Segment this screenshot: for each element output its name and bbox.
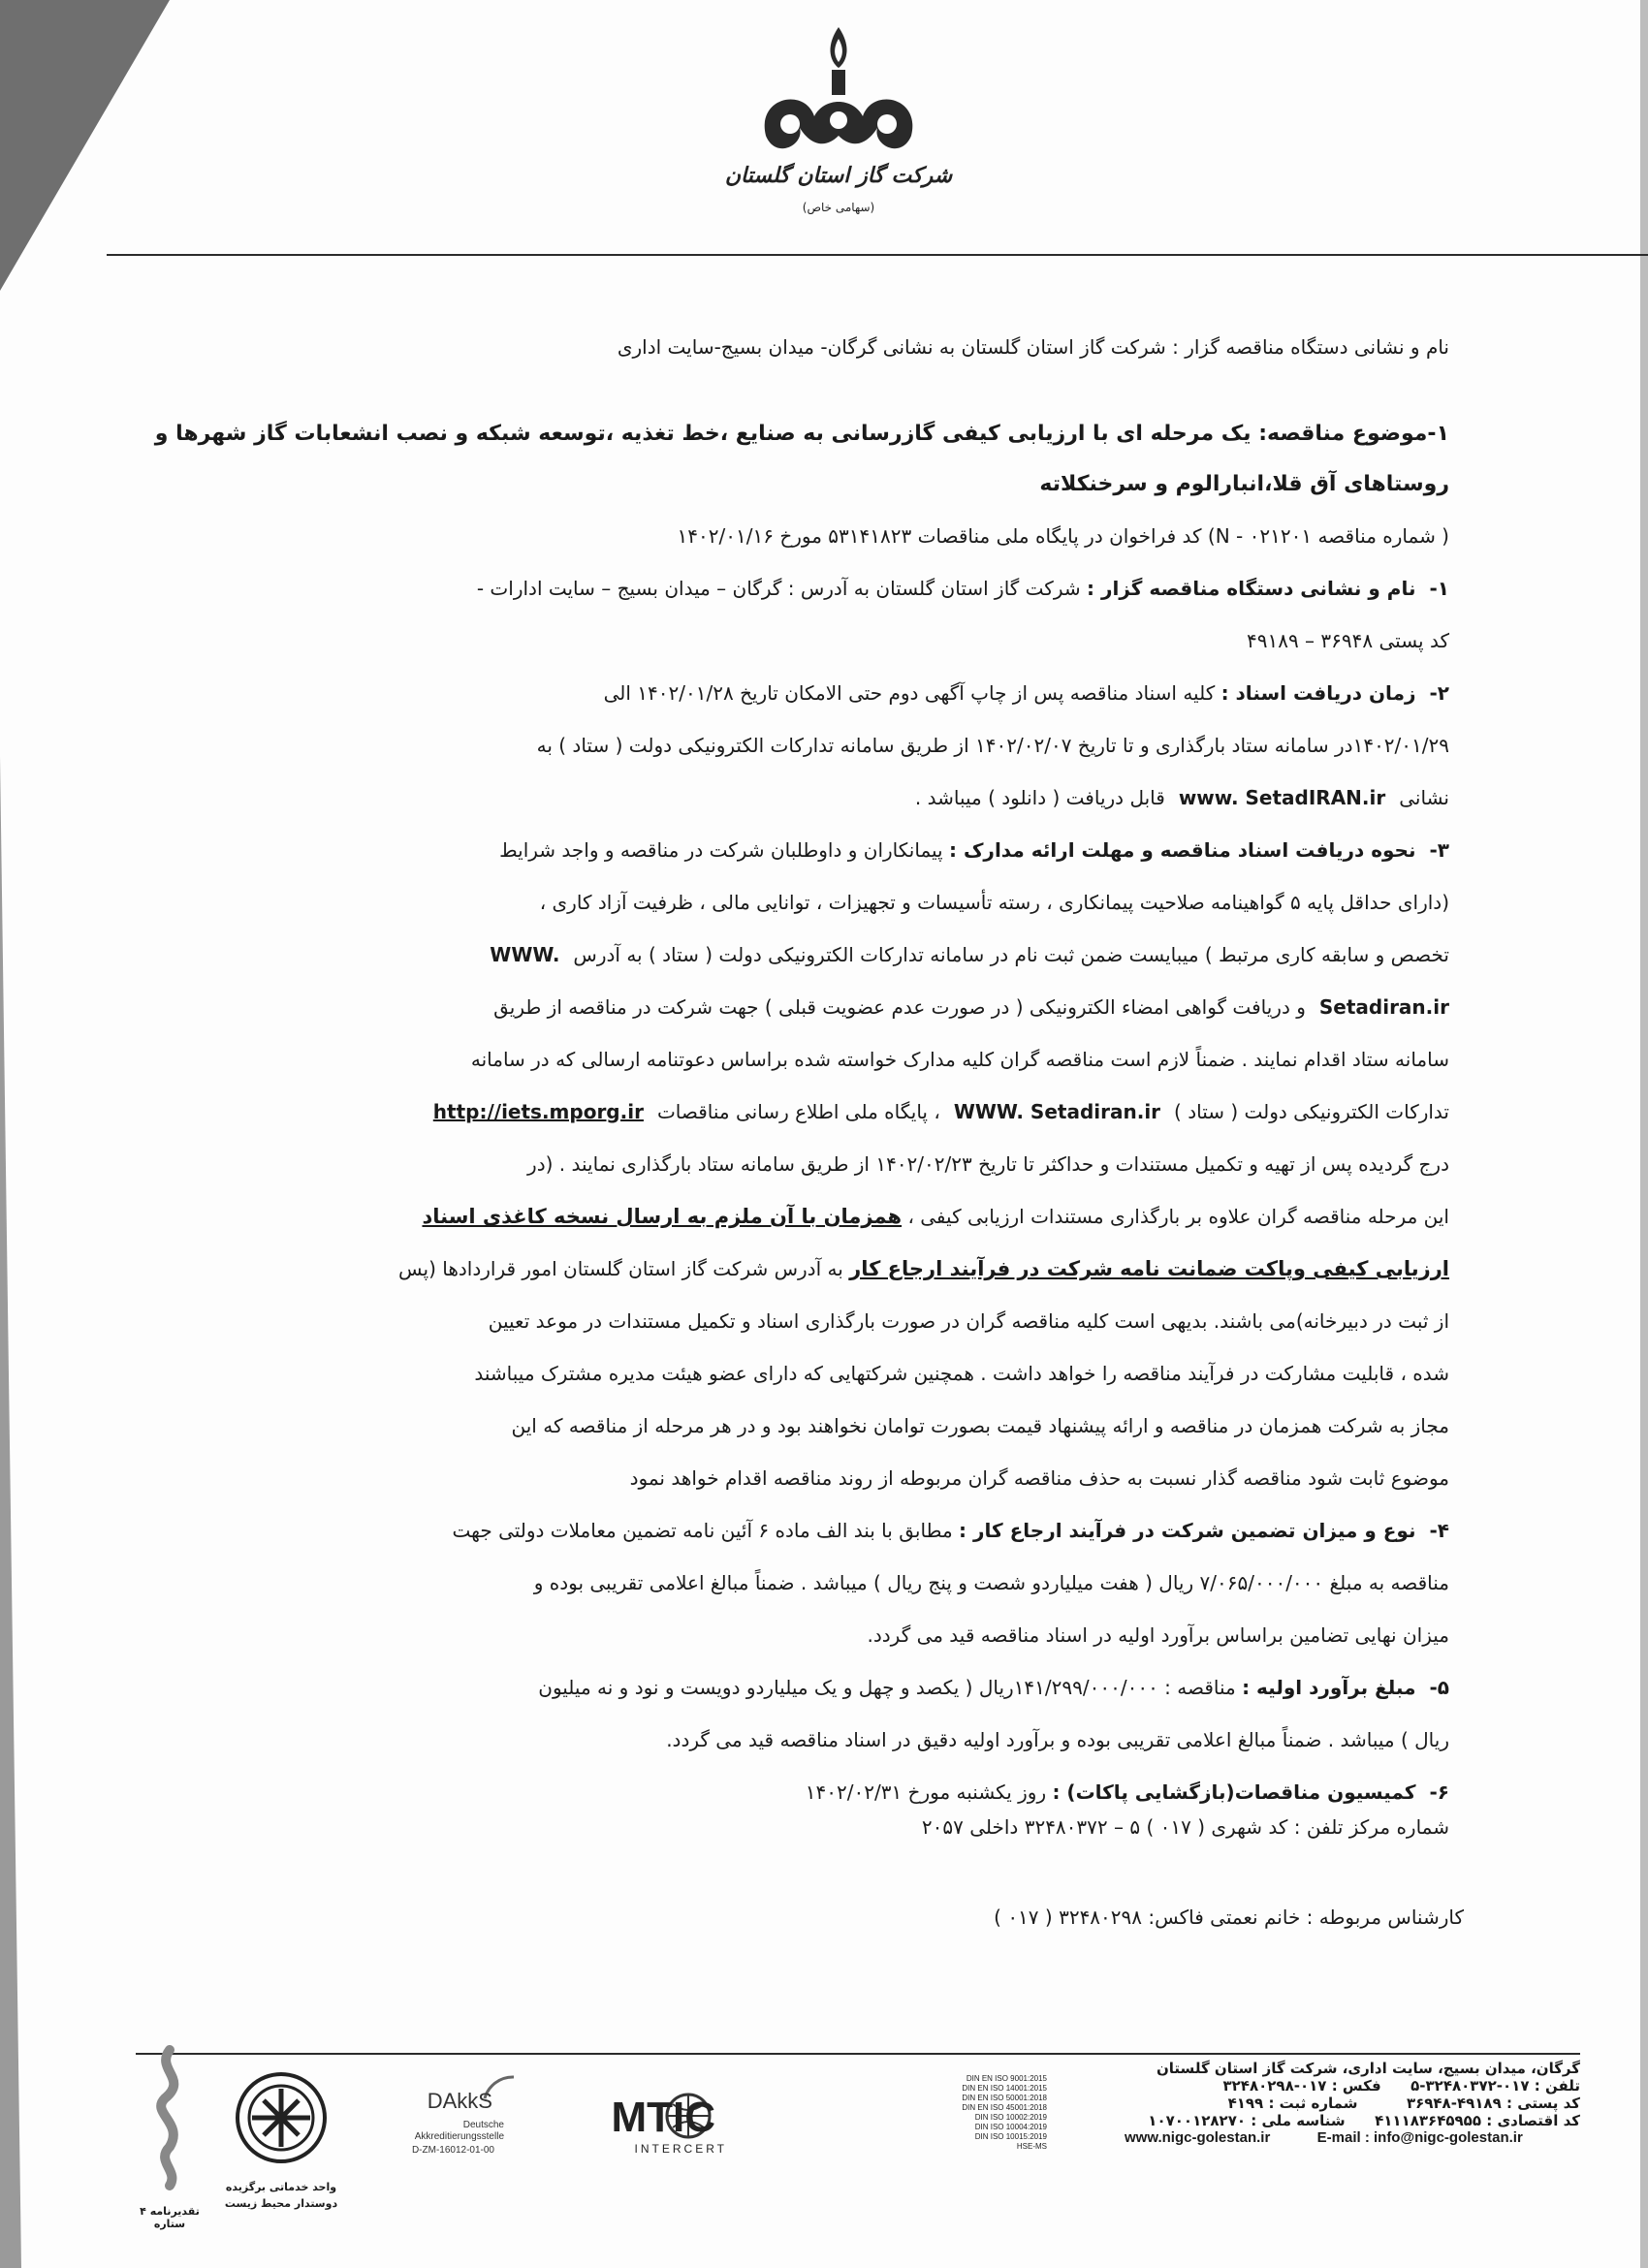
section-5-line2: ریال ) میباشد . ضمناً مبالغ اعلامی تقریبی بوده و برآورد اولیه دقیق در اسناد مناقصه قید می گردد. — [666, 1728, 1449, 1751]
dakks-code: D-ZM-16012-01-00 — [411, 2145, 494, 2156]
iso-line: DIN ISO 10004:2019 — [974, 2123, 1047, 2131]
section-3-line1 — [276, 824, 1449, 876]
scan-shadow-top-left — [0, 0, 170, 291]
section-2-number: ۲- — [1429, 681, 1449, 705]
section-5-line1 — [276, 1661, 1449, 1714]
environment-award-label2: دوستدار محیط زیست — [224, 2197, 338, 2210]
section-3-line8-emphasis: همزمان با آن ملزم به ارسال نسخه کاغذی اسناد — [422, 1205, 903, 1228]
setadiran-link-2[interactable]: WWW. Setadiran.ir — [953, 1100, 1161, 1123]
section-3-line3-text: تخصص و سابقه کاری مرتبط ) میبایست ضمن ثبت نام در سامانه تدارکات الکترونیکی دولت ( ستاد ) به آدرس — [573, 943, 1449, 966]
section-5-text: مناقصه : ۱۴۱/۲۹۹/۰۰۰/۰۰۰ریال ( یکصد و چهل و یک میلیاردو دویست و نود و نه میلیون — [538, 1676, 1236, 1699]
section-3-line6 — [276, 1086, 1449, 1138]
section-3-line6-mid: ، پایگاه ملی اطلاع رسانی مناقصات — [656, 1100, 940, 1123]
section-6-title: کمیسیون مناقصات(بازگشایی پاکات) : — [1052, 1780, 1416, 1804]
section-1-text: شرکت گاز استان گلستان به آدرس : گرگان – میدان بسیج – سایت ادارات - — [476, 577, 1081, 600]
section-6-number: ۶- — [1429, 1780, 1449, 1804]
section-1-postal: کد پستی ۳۶۹۴۸ – ۴۹۱۸۹ — [1246, 629, 1449, 652]
section-2-line2: ۱۴۰۲/۰۱/۲۹در سامانه ستاد بارگذاری و تا تاریخ ۱۴۰۲/۰۲/۰۷ از طریق سامانه تدارکات الکترونیکی دولت ( ستاد ) به — [536, 734, 1449, 757]
section-3-number: ۳- — [1429, 838, 1449, 862]
header-divider — [107, 254, 1648, 256]
section-3-line8-pre: این مرحله مناقصه گران علاوه بر بارگذاری مستندات ارزیابی کیفی ، — [907, 1205, 1449, 1228]
footer-econ-national — [1125, 2112, 1580, 2129]
section-3-line4-text: و دریافت گواهی امضاء الکترونیکی ( در صورت عدم عضویت قبلی ) جهت شرکت در مناقصه از طریق — [493, 995, 1306, 1019]
iso-line: DIN EN ISO 50001:2018 — [962, 2094, 1047, 2102]
section-3-line9 — [276, 1243, 1449, 1295]
setadiran-url-part1[interactable]: WWW. — [490, 943, 560, 966]
iso-line: HSE-MS — [1016, 2142, 1047, 2151]
footer-reg-label: شماره ثبت : — [1268, 2095, 1358, 2112]
section-3-title: نحوه دریافت اسناد مناقصه و مهلت ارائه مدارک : — [948, 838, 1416, 862]
subject-heading-line2: روستاهای آق قلا،انبارالوم و سرخنکلاته — [1039, 472, 1449, 496]
iso-line: DIN EN ISO 9001:2015 — [966, 2074, 1047, 2083]
dakks-sub1: Deutsche — [462, 2120, 504, 2130]
section-4-line2: مناقصه به مبلغ ۷/۰۶۵/۰۰۰/۰۰۰ ریال ( هفت میلیاردو شصت و پنج ریال ) میباشد . ضمناً مبالغ اعلامی تقریبی بوده و — [533, 1571, 1449, 1594]
section-4-title: نوع و میزان تضمین شرکت در فرآیند ارجاع کار : — [959, 1519, 1416, 1542]
footer-email[interactable]: E-mail : info@nigc-golestan.ir — [1316, 2129, 1523, 2146]
section-3-line12: مجاز به شرکت همزمان در مناقصه و ارائه پیشنهاد قیمت بصورت توامان نخواهند بود و در هر مرحله از مناقصه که این — [511, 1414, 1449, 1437]
footer-postal: ۴۹۱۸۹-۳۶۹۴۸ — [1406, 2095, 1502, 2112]
section-3-line11: شده ، قابلیت مشارکت در فرآیند مناقصه را خواهد داشت . همچنین شرکتهایی که دارای عضو هیئت مدیره مشترک میباشند — [474, 1362, 1449, 1385]
four-star-award-icon — [136, 2040, 204, 2195]
footer-econ: ۴۱۱۱۸۳۶۴۵۹۵۵ — [1375, 2112, 1481, 2129]
mtic-name: MTIC — [611, 2094, 715, 2141]
expert-fax-line: کارشناس مربوطه : خانم نعمتی فاکس: ۳۲۴۸۰۲۹۸ ( ۰۱۷ ) — [994, 1906, 1464, 1929]
section-1-title: نام و نشانی دستگاه مناقصه گزار : — [1086, 577, 1416, 600]
scan-shadow-right — [1640, 0, 1648, 2268]
section-2-post: قابل دریافت ( دانلود ) میباشد . — [914, 786, 1165, 809]
four-star-award-label: تقدیرنامه ۴ ستاره — [140, 2205, 200, 2230]
logo-company-name: شرکت گاز استان گلستان — [724, 164, 953, 188]
contact-phone-line: شماره مرکز تلفن : کد شهری ( ۰۱۷ ) ۵ – ۳۲۴۸۰۳۷۲ داخلی ۲۰۵۷ — [921, 1815, 1449, 1839]
section-2-line3 — [276, 772, 1449, 824]
footer-phone: ۰۱۷-۳۲۴۸۰۳۷۲-۵ — [1410, 2077, 1530, 2095]
footer-address: گرگان، میدان بسیج، سایت اداری، شرکت گاز استان گلستان — [1157, 2060, 1580, 2077]
section-2-text: کلیه اسناد مناقصه پس از چاپ آگهی دوم حتی الامکان تاریخ ۱۴۰۲/۰۱/۲۸ الی — [603, 681, 1216, 705]
footer-awards — [136, 2060, 446, 2244]
section-3-line8 — [276, 1190, 1449, 1243]
scan-shadow-left — [0, 756, 21, 2268]
footer-postal-reg — [1125, 2095, 1580, 2112]
footer-fax: ۰۱۷-۳۲۴۸۰۲۹۸ — [1222, 2077, 1327, 2095]
document-body — [154, 320, 1449, 1818]
section-2-line1 — [276, 667, 1449, 719]
section-4-number: ۴- — [1429, 1519, 1449, 1542]
iso-list — [962, 2074, 1047, 2151]
tender-number-line: ( شماره مناقصه N - ۰۲۱۲۰۱) کد فراخوان در پایگاه ملی مناقصات ۵۳۱۴۱۸۲۳ مورخ ۱۴۰۲/۰۱/۱۶ — [677, 524, 1449, 548]
certification-logos — [411, 2069, 1163, 2176]
section-2-pre: نشانی — [1399, 786, 1449, 809]
footer-econ-label: کد اقتصادی : — [1486, 2112, 1580, 2129]
footer-website[interactable]: www.nigc-golestan.ir — [1125, 2129, 1271, 2146]
section-2-title: زمان دریافت اسناد : — [1220, 681, 1416, 705]
section-1-number: ۱- — [1429, 577, 1449, 600]
section-3-line9-post: به آدرس شرکت گاز استان گلستان امور قراردادها (پس — [398, 1257, 843, 1280]
iso-line: DIN EN ISO 14001:2015 — [962, 2084, 1047, 2093]
logo-company-type: (سهامی خاص) — [802, 201, 875, 214]
section-4-line3: میزان نهایی تضامین براساس برآورد اولیه در اسناد مناقصه قید می گردد. — [867, 1623, 1449, 1647]
footer-phone-fax — [1125, 2077, 1580, 2095]
footer-divider — [136, 2053, 1580, 2055]
section-4-line1 — [276, 1504, 1449, 1557]
footer — [136, 2060, 1580, 2253]
section-3-line2: (دارای حداقل پایه ۵ گواهینامه صلاحیت پیمانکاری ، رسته تأسیسات و تجهیزات ، توانایی مالی ، ظرفیت آزاد کاری ، — [539, 891, 1449, 914]
section-3-line5: سامانه ستاد اقدام نمایند . ضمناً لازم است مناقصه گران کلیه مدارک خواسته شده براساس دعوتنامه ارسالی که در سامانه — [470, 1048, 1449, 1071]
section-4-text: مطابق با بند الف ماده ۶ آئین نامه تضمین معاملات دولتی جهت — [452, 1519, 953, 1542]
section-5-number: ۵- — [1429, 1676, 1449, 1699]
section-6-text: روز یکشنبه مورخ ۱۴۰۲/۰۲/۳۱ — [805, 1780, 1047, 1804]
section-3-line9-emphasis: ارزیابی کیفی وپاکت ضمانت نامه شرکت در فرآیند ارجاع کار — [849, 1257, 1449, 1280]
section-3-line3 — [276, 929, 1449, 981]
section-1-line1 — [276, 562, 1449, 614]
environment-award-icon — [223, 2069, 339, 2176]
company-logo — [724, 19, 953, 242]
section-3-line7: درج گردیده پس از تهیه و تکمیل مستندات و حداکثر تا تاریخ ۱۴۰۲/۰۲/۲۳ از طریق سامانه ستاد بارگذاری نمایند . (در — [527, 1152, 1449, 1176]
footer-phone-label: تلفن : — [1534, 2077, 1580, 2095]
intercert-name: INTERCERT — [634, 2142, 727, 2156]
footer-web-email — [1125, 2129, 1580, 2147]
iso-line: DIN ISO 10002:2019 — [974, 2113, 1047, 2122]
iso-line: DIN EN ISO 45001:2018 — [962, 2103, 1047, 2112]
intro-line: نام و نشانی دستگاه مناقصه گزار : شرکت گاز استان گلستان به نشانی گرگان- میدان بسیج-سایت اداری — [617, 335, 1449, 359]
section-6-line1 — [276, 1766, 1449, 1818]
dakks-name: DAkkS — [427, 2089, 492, 2113]
footer-postal-label: کد پستی : — [1505, 2095, 1580, 2112]
section-3-line6-pre: تدارکات الکترونیکی دولت ( ستاد ) — [1174, 1100, 1449, 1123]
section-3-line13: موضوع ثابت شود مناقصه گذار نسبت به حذف مناقصه گران مربوطه از روند مناقصه اقدام خواهد نمود — [629, 1466, 1449, 1490]
setadiran-url-part2[interactable]: Setadiran.ir — [1318, 995, 1449, 1019]
iso-line: DIN ISO 10015:2019 — [974, 2132, 1047, 2141]
section-3-line4 — [276, 981, 1449, 1033]
dakks-sub2: Akkreditierungsstelle — [414, 2131, 504, 2142]
section-3-text: پیمانکاران و داوطلبان شرکت در مناقصه و واجد شرایط — [499, 838, 943, 862]
footer-fax-label: فکس : — [1331, 2077, 1381, 2095]
footer-reg: ۴۱۹۹ — [1227, 2095, 1264, 2112]
footer-national: ۱۰۷۰۰۱۲۸۲۷۰ — [1148, 2112, 1247, 2129]
footer-address-block — [1125, 2060, 1580, 2147]
section-3-line10: از ثبت در دبیرخانه)می باشند. بدیهی است کلیه مناقصه گران در صورت بارگذاری اسناد و تکمیل مستندات در موعد تعیین — [488, 1309, 1449, 1333]
environment-award-label1: واحد خدماتی برگزیده — [225, 2181, 337, 2193]
subject-heading-line1: ۱-موضوع مناقصه: یک مرحله ای با ارزیابی کیفی گازرسانی به صنایع ،خط تغذیه ،توسعه شبکه و نصب انشعابات گاز شهرها و — [154, 422, 1449, 446]
section-5-title: مبلغ برآورد اولیه : — [1242, 1676, 1416, 1699]
iets-link[interactable]: http://iets.mporg.ir — [432, 1100, 644, 1123]
footer-national-label: شناسه ملی : — [1251, 2112, 1346, 2129]
setadiran-link[interactable]: www. SetadIRAN.ir — [1178, 786, 1386, 809]
mtic-logo — [611, 2094, 727, 2156]
